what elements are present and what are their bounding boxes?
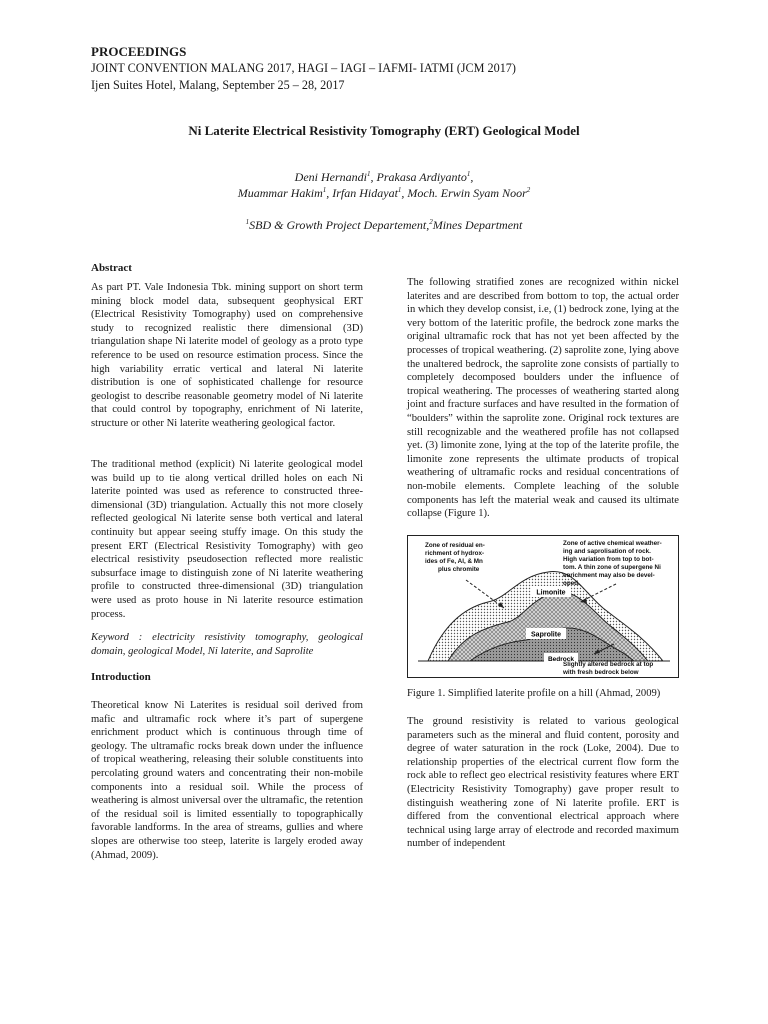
- introduction-paragraph-1: [91, 699, 363, 862]
- right-paragraph-1: [407, 276, 679, 521]
- affiliation-text: Mines Department: [432, 218, 523, 232]
- affiliation-text: SBD & Growth Project Departement,: [249, 218, 430, 232]
- note-right-line: High variation from top to bot-: [563, 556, 654, 563]
- paragraph-text: The ground resistivity is related to various geological parameters such as the mineral and fluid content, porosity and degree of water saturation in the rock (Loke, 2004). Due to relationship properties of the electrical current flow form the rock able to reflect geo electrical resistivity features where ERT (Electricity Resistivity Tomography) gave proper result to distinguish weathering zone of Ni laterite profile. ERT is differed from the conventional electrical approach where technical using large array of electrode and recorded maximum number of independent: [407, 716, 679, 850]
- note-left-line: plus chromite: [438, 566, 480, 573]
- right-paragraph-2: [407, 715, 679, 851]
- author-name: Prakasa Ardiyanto: [376, 170, 467, 184]
- label-saprolite: Saprolite: [531, 631, 561, 639]
- note-right-line: Zone of active chemical weather-: [563, 540, 662, 547]
- note-left-line: ides of Fe, Al, & Mn: [425, 558, 483, 565]
- author-affiliation-mark: 1: [397, 186, 402, 194]
- figure-caption: [407, 687, 679, 701]
- caption-text: Figure 1. Simplified laterite profile on a hill (Ahmad, 2009): [407, 688, 661, 699]
- section-heading: Introduction: [91, 671, 151, 683]
- affiliations: [0, 218, 768, 233]
- author-line-1: [0, 170, 768, 185]
- paragraph-text: The following stratified zones are recognized within nickel laterites and are described from bottom to top, the actual order in which they develop consist, i.e, (1) bedrock zone, lying at the very bottom of the lateritic profile, the bedrock zone marks the original ultramafic rock that has not yet been affected by the processes of tropical weathering. (2) saprolite zone, lying above the unaltered bedrock, the saprolite zone consists of partially to completely decomposed boulders under the influence of tropical weathering. The processes of weathering started along joint and fracture surfaces and have resulted in the formation of “boulders” within the saprolite zone. Original rock textures are still recognizable and the weathered profile has not collapsed yet. (3) limonite zone, lying at the top of the laterite profile, the limonite zone represents the ultimate products of tropical weathering of ultramafic rocks and residual concentrations of non-mobile elements. Complete leaching of the soluble components has left the material weak and caused its ultimate collapse (Figure 1).: [407, 277, 679, 520]
- note-right-line: ing and saprolisation of rock.: [563, 548, 651, 555]
- label-limonite: Limonite: [536, 589, 566, 597]
- keywords: [91, 631, 363, 658]
- abstract-paragraph-2: [91, 458, 363, 621]
- author-affiliation-mark: 1: [466, 170, 471, 178]
- note-left-line: Zone of residual en-: [425, 542, 485, 549]
- affiliation-mark: 1: [245, 218, 250, 226]
- author-name: Deni Hernandi: [294, 170, 367, 184]
- note-right-line: tom. A thin zone of supergene Ni: [563, 564, 661, 571]
- author-separator: ,: [470, 170, 474, 184]
- keywords-text: Keyword : electricity resistivity tomography, geological domain, geological Model, Ni laterite, and Saprolite: [91, 632, 363, 657]
- laterite-profile-diagram: [408, 536, 678, 677]
- paragraph-text: Theoretical know Ni Laterites is residual soil derived from mafic and ultramafic rock where it’s part of supergene enrichment product which is continuous through time of geology. The ultramafic rocks break down under the influence of tropical weathering, releasing their soluble constituents into percolating ground waters and concentrating their non-mobile components into a residual soil. While the process of weathering is almost universal over the ultramafic, the retention of the residual soil is limited essentially to topographically favorable landforms. In the area of streams, gullies and where slopes are otherwise too steep, laterite is largely eroded away (Ahmad, 2009).: [91, 700, 363, 861]
- affiliation-mark: 2: [429, 218, 433, 226]
- author-affiliation-mark: 1: [322, 186, 327, 194]
- author-name: Moch. Erwin Syam Noor: [407, 186, 527, 200]
- abstract-heading: [91, 262, 363, 276]
- author-separator: ,: [401, 186, 408, 200]
- author-name: Muammar Hakim: [237, 186, 323, 200]
- note-bottom-line: Slightly altered bedrock at top: [563, 661, 654, 668]
- author-name: Irfan Hidayat: [332, 186, 398, 200]
- paper-title: Ni Laterite Electrical Resistivity Tomography (ERT) Geological Model: [188, 123, 580, 138]
- note-right-line: enrichment may also be devel-: [563, 572, 655, 579]
- paragraph-text: The traditional method (explicit) Ni laterite geological model was build up to tie along vertical drilled holes on each Ni laterite pointed was used as reference to constructed three-dimensional (3D) triangulation. Actually this not more closely reflected geological Ni laterite sense both vertical and lateral continuity but appear seeing stuffy image. On this study the present ERT (Electrical Resistivity Tomography) with geo electrical resistivity pseudosection reflected more realistic subsurface image to distinguish zone of Ni laterite weathering profile to constructed three-dimensional (3D) triangulation were used as proto house in Ni laterite resource estimation process.: [91, 459, 363, 620]
- note-bottom-line: with fresh bedrock below: [563, 669, 639, 676]
- note-right-line: oped.: [563, 580, 580, 587]
- label-bedrock: Bedrock: [547, 656, 575, 663]
- figure-laterite-profile: [407, 535, 679, 678]
- author-separator: ,: [370, 170, 377, 184]
- paragraph-text: As part PT. Vale Indonesia Tbk. mining support on short term mining block model data, subsequent geophysical ERT (Electrical Resistivity Tomography) used on comprehensive study to recognized realistic there dimensional (3D) triangulation shape Ni laterite model of geology as a proto type reference to be used on resource estimation process. Since the high variability erratic vertical and lateral Ni laterite distribution is one of sophisticated challenge for resource geologist to describe reasonable geometry model of Ni laterite that could control by topography, enrichment of Ni laterite, structure or other Ni laterite weathering geological factor.: [91, 282, 363, 429]
- author-affiliation-mark: 1: [367, 170, 371, 178]
- conference-name: JOINT CONVENTION MALANG 2017, HAGI – IAGI – IAFMI- IATMI (JCM 2017): [91, 61, 516, 75]
- note-left-line: richment of hydrox-: [425, 550, 485, 557]
- author-affiliation-mark: 2: [526, 186, 531, 194]
- author-separator: ,: [326, 186, 333, 200]
- conference-venue: Ijen Suites Hotel, Malang, September 25 – 28, 2017: [91, 78, 345, 92]
- proceedings-label: PROCEEDINGS: [91, 44, 187, 59]
- author-line-2: [0, 186, 768, 201]
- introduction-heading: [91, 671, 363, 685]
- section-heading: Abstract: [91, 262, 132, 274]
- abstract-paragraph-1: [91, 281, 363, 431]
